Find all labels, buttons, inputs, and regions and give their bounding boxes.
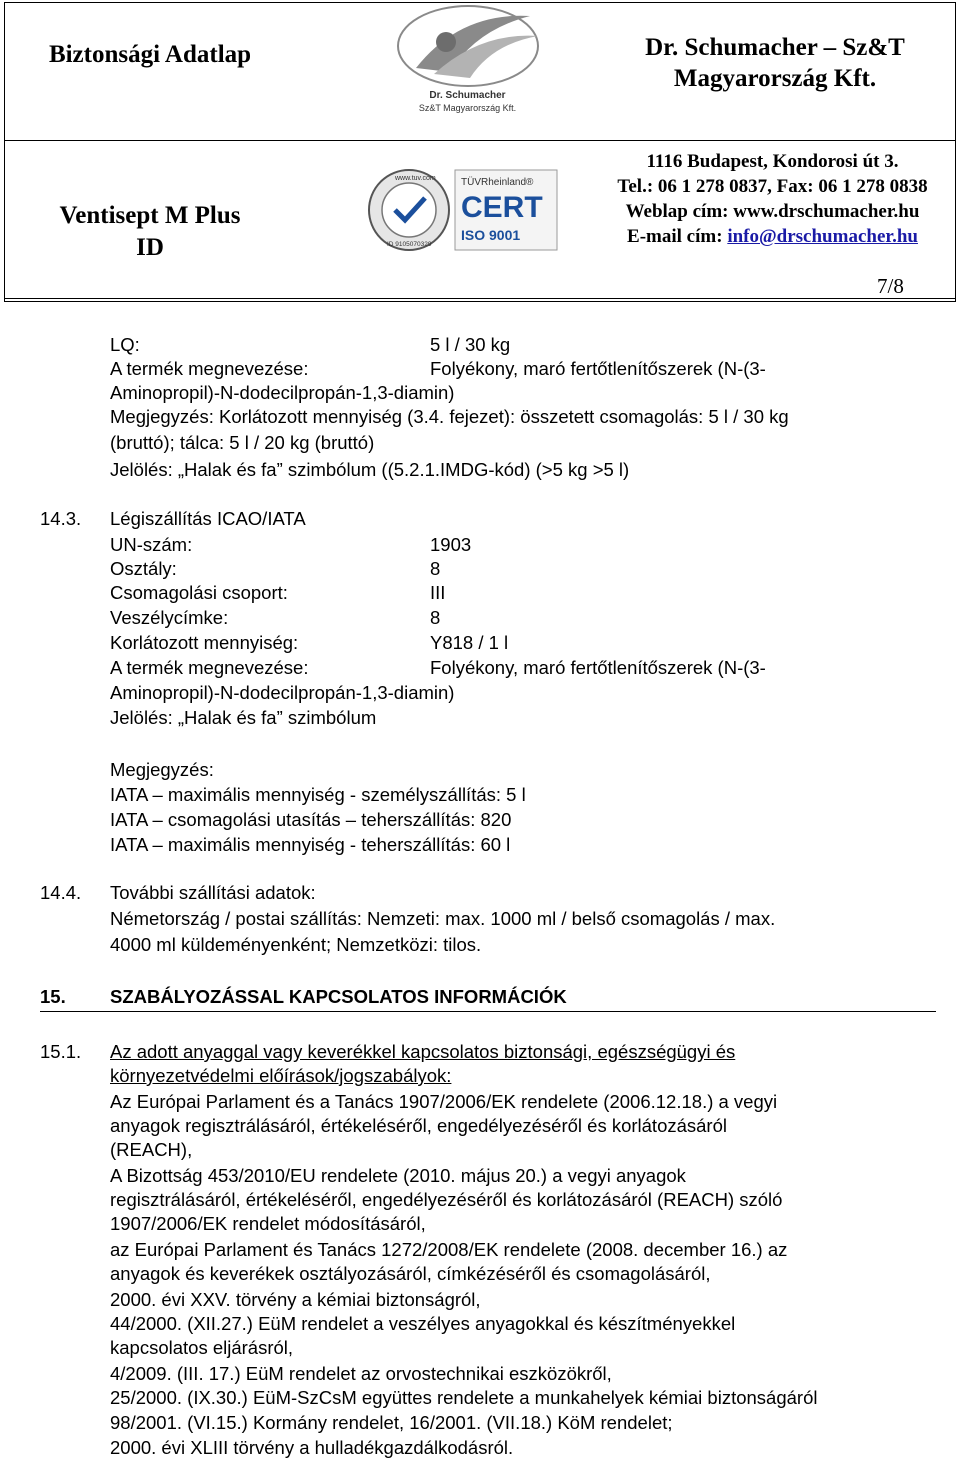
imdg-name-cont: Aminopropil)-N-dodecilpropán-1,3-diamin) [110, 382, 455, 403]
company-name: Dr. Schumacher – Sz&T [645, 34, 905, 61]
company-name-2: Magyarország Kft. [673, 65, 877, 92]
web-value: www.drschumacher.hu [733, 201, 920, 222]
section-14-4-number: 14.4. [40, 882, 82, 903]
regulation-line: 1907/2006/EK rendelet módosításáról, [110, 1213, 426, 1234]
regulation-line: 2000. évi XXV. törvény a kémiai biztonságról, [110, 1289, 481, 1310]
page-number: 7/8 [877, 274, 904, 298]
section-14-3-number: 14.3. [40, 508, 82, 529]
section-15-number: 15. [40, 986, 66, 1007]
section-14-4-title: További szállítási adatok: [110, 882, 316, 903]
logo-subtitle: Sz&T Magyarország Kft. [418, 103, 517, 113]
icao-row-label: Osztály: [110, 558, 177, 579]
imdg-marking: Jelölés: „Halak és fa” szimbólum ((5.2.1.IMDG-kód) (>5 kg >5 l) [110, 459, 630, 480]
regulation-line: az Európai Parlament és Tanács 1272/2008/EK rendelete (2008. december 16.) az [110, 1239, 788, 1260]
company-web [585, 200, 960, 224]
certification-badge [367, 160, 562, 260]
email-label: E-mail cím: [627, 226, 728, 247]
company-logo [380, 2, 555, 113]
icao-note: IATA – maximális mennyiség - teherszállítás: 60 l [110, 834, 511, 855]
section-15-1-number: 15.1. [40, 1041, 82, 1062]
icao-row-label: UN-szám: [110, 534, 193, 555]
header-bottom-rule [4, 298, 956, 299]
product-name-id: ID [136, 234, 164, 261]
web-label: Weblap cím: [625, 201, 734, 222]
icao-note-title: Megjegyzés: [110, 759, 214, 780]
header-bottom-rule-2 [4, 301, 956, 302]
document-title: Biztonsági Adatlap [48, 41, 252, 68]
section-15-title: SZABÁLYOZÁSSAL KAPCSOLATOS INFORMÁCIÓK [110, 986, 567, 1007]
lq-label: LQ: [110, 334, 140, 355]
section-14-3-title: Légiszállítás ICAO/IATA [110, 508, 306, 529]
regulation-line: 44/2000. (XII.27.) EüM rendelet a veszélyes anyagokkal és készítményekkel [110, 1313, 736, 1334]
company-email [585, 225, 960, 249]
icao-row-value: 8 [430, 558, 441, 579]
regulation-line: 2000. évi XLIII törvény a hulladékgazdálkodásról. [110, 1437, 514, 1458]
icao-row-value: Folyékony, maró fertőtlenítőszerek (N-(3- [430, 657, 766, 678]
imdg-note-2: (bruttó); tálca: 5 l / 20 kg (bruttó) [110, 432, 375, 453]
header-middle-rule [4, 140, 956, 141]
section-14-4-line: Németország / postai szállítás: Nemzeti: max. 1000 ml / belső csomagolás / max. [110, 908, 776, 929]
regulation-line: kapcsolatos eljárásról, [110, 1337, 294, 1358]
company-address: 1116 Budapest, Kondorosi út 3. [646, 151, 899, 172]
lq-value: 5 l / 30 kg [430, 334, 511, 355]
icao-row-value: 1903 [430, 534, 472, 555]
cert-word: CERT [461, 191, 543, 224]
icao-row-label: Csomagolási csoport: [110, 582, 288, 603]
icao-row-value: Y818 / 1 l [430, 632, 509, 653]
icao-marking: Jelölés: „Halak és fa” szimbólum [110, 707, 377, 728]
seal-id: ID 9105070329 [387, 241, 432, 248]
icao-row-label: A termék megnevezése: [110, 657, 309, 678]
section-15-heading [40, 985, 936, 1012]
regulation-line: anyagok és keverékek osztályozásáról, címkézéséről és csomagolásáról, [110, 1263, 711, 1284]
regulation-line: regisztrálásáról, értékeléséről, engedélyezéséről és korlátozásáról (REACH) szóló [110, 1189, 783, 1210]
section-14-4-line: 4000 ml küldeményenként; Nemzetközi: tilos. [110, 934, 482, 955]
imdg-note-1: Megjegyzés: Korlátozott mennyiség (3.4. fejezet): összetett csomagolás: 5 l / 30 kg [110, 406, 789, 427]
icao-note: IATA – maximális mennyiség - személyszállítás: 5 l [110, 784, 526, 805]
logo-name: Dr. Schumacher [429, 90, 506, 101]
cert-iso: ISO 9001 [461, 227, 521, 243]
document-header [0, 0, 960, 304]
regulation-line: 4/2009. (III. 17.) EüM rendelet az orvostechnikai eszközökről, [110, 1363, 612, 1384]
icao-row-value: 8 [430, 607, 441, 628]
product-name: Ventisept M Plus [59, 202, 241, 229]
regulation-line: 25/2000. (IX.30.) EüM-SzCsM együttes rendelete a munkahelyek kémiai biztonságáról [110, 1387, 818, 1408]
regulation-line: Az Európai Parlament és a Tanács 1907/2006/EK rendelete (2006.12.18.) a vegyi [110, 1091, 778, 1112]
cert-brand: TÜVRheinland® [461, 177, 534, 188]
icao-row-value: III [430, 582, 446, 603]
imdg-name-value: Folyékony, maró fertőtlenítőszerek (N-(3- [430, 358, 766, 379]
icao-name-cont: Aminopropil)-N-dodecilpropán-1,3-diamin) [110, 682, 455, 703]
logo-mark-icon [388, 2, 548, 90]
section-15-1-title: környezetvédelmi előírások/jogszabályok: [110, 1065, 452, 1086]
seal-url: www.tuv.com [395, 175, 436, 182]
regulation-line: A Bizottság 453/2010/EU rendelete (2010. május 20.) a vegyi anyagok [110, 1165, 686, 1186]
regulation-line: anyagok regisztrálásáról, értékeléséről, engedélyezéséről és korlátozásáról [110, 1115, 727, 1136]
regulation-line: (REACH), [110, 1139, 193, 1160]
email-link[interactable]: info@drschumacher.hu [727, 226, 918, 247]
imdg-name-label: A termék megnevezése: [110, 358, 309, 379]
tuv-cert-icon [367, 160, 562, 260]
company-phone: Tel.: 06 1 278 0837, Fax: 06 1 278 0838 [617, 176, 928, 197]
regulation-line: 98/2001. (VI.15.) Kormány rendelet, 16/2001. (VII.18.) KöM rendelet; [110, 1412, 673, 1433]
icao-note: IATA – csomagolási utasítás – teherszállítás: 820 [110, 809, 512, 830]
icao-row-label: Korlátozott mennyiség: [110, 632, 299, 653]
icao-row-label: Veszélycímke: [110, 607, 229, 628]
section-15-1-title: Az adott anyaggal vagy keverékkel kapcsolatos biztonsági, egészségügyi és [110, 1041, 736, 1062]
